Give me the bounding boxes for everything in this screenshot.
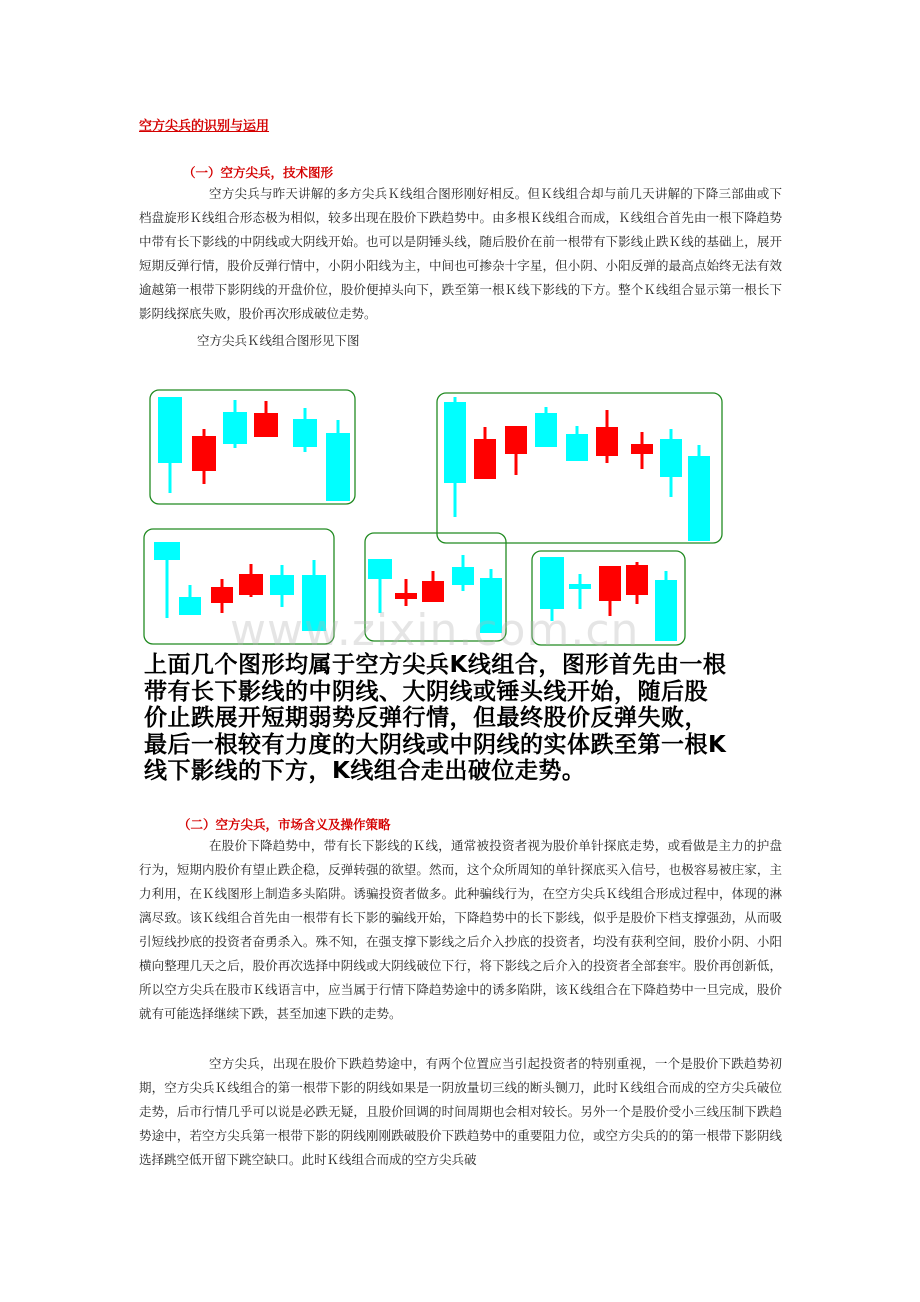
- candle-body: [158, 397, 182, 463]
- candle-body: [626, 565, 648, 595]
- candle-body: [569, 584, 591, 589]
- candle-body: [596, 427, 618, 456]
- candle-body: [254, 413, 278, 437]
- candlestick: [596, 410, 618, 463]
- candlestick: [505, 426, 527, 475]
- candle-body: [444, 402, 466, 483]
- section2-paragraph-1: 在股价下降趋势中，带有长下影线的Ｋ线，通常被投资者视为股价单针探底走势，或看做是主力的护盘行为，短期内股价有望止跌企稳，反弹转强的欲望。然而，这个众所周知的单针探底买入信号，也极容易被庄家，主力利用，在Ｋ线图形上制造多头陷阱。诱骗投资者做多。此种骗线行为，在空方尖兵Ｋ线组合形成过程中，体现的淋漓尽致。该Ｋ线组合首先由一根带有长下影的骗线开始，下降趋势中的长下影线，似乎是股价下档支撑强劲，从而吸引短线抄底的投资者奋勇杀入。殊不知，在强支撑下影线之后介入抄底的投资者，均没有获利空间，股价小阴、小阳横向整理几天之后，股价再次选择中阴线或大阴线破位下行，将下影线之后介入的投资者全部套牢。股价再创新低，所以空方尖兵在股市Ｋ线语言中，应当属于行情下降趋势途中的诱多陷阱，该Ｋ线组合在下降趋势中一旦完成，股价就有可能选择继续下跌，甚至加速下跌的走势。: [139, 838, 782, 1021]
- candle-body: [540, 557, 564, 609]
- candle-body: [211, 587, 233, 603]
- candlestick: [566, 426, 588, 461]
- candlestick: [158, 397, 182, 493]
- candle-wick: [405, 579, 408, 606]
- figure-explanation: 上面几个图形均属于空方尖兵K线组合，图形首先由一根带有长下影线的中阴线、大阴线或锤头线开始，随后股价止跌展开短期弱势反弹行情，但最终股价反弹失败，最后一根较有力度的大阴线或中阴线的实体跌至第一根K线下影线的下方，K线组合走出破位走势。: [144, 652, 727, 784]
- candlestick: [569, 574, 591, 609]
- candlestick: [626, 562, 648, 604]
- candlestick: [192, 429, 216, 484]
- candlestick: [223, 400, 247, 448]
- candlestick: [444, 397, 466, 517]
- candlestick: [535, 407, 557, 447]
- candle-body: [293, 419, 317, 447]
- watermark-text: www.zixin.com.cn: [230, 605, 640, 656]
- section1-paragraph: 空方尖兵与昨天讲解的多方尖兵Ｋ线组合图形刚好相反。但Ｋ线组合却与前几天讲解的下降三部曲或下档盘旋形Ｋ线组合形态极为相似，较多出现在股价下跌趋势中。由多根Ｋ线组合而成，Ｋ线组合首先由一根下降趋势中带有长下影线的中阴线或大阴线开始。也可以是阴锤头线，随后股价在前一根带有下影线止跌Ｋ线的基础上，展开短期反弹行情，股价反弹行情中，小阴小阳线为主，中间也可掺杂十字星，但小阴、小阳反弹的最高点始终无法有效逾越第一根带下影阴线的开盘价位，股价便掉头向下，跌至第一根Ｋ线下影线的下方。整个Ｋ线组合显示第一根长下影阴线探底失败，股价再次形成破位走势。: [139, 186, 782, 321]
- candle-body: [452, 567, 474, 585]
- candle-body: [192, 436, 216, 471]
- candle-body: [422, 581, 444, 602]
- candle-body: [326, 433, 350, 501]
- candlestick: [326, 420, 350, 501]
- candle-body: [179, 597, 201, 615]
- candle-body: [395, 593, 417, 599]
- candlestick: [655, 571, 677, 641]
- candlestick: [179, 585, 201, 615]
- candle-body: [154, 542, 180, 560]
- candle-body: [566, 434, 588, 461]
- candle-body: [368, 559, 392, 579]
- candle-body: [660, 439, 682, 477]
- candle-body: [631, 444, 653, 454]
- candlestick: [688, 445, 710, 541]
- candle-body: [688, 456, 710, 541]
- candlestick: [239, 564, 263, 597]
- article-title: 空方尖兵的识别与运用: [139, 119, 270, 134]
- section2-heading: （二）空方尖兵，市场含义及操作策略: [178, 817, 391, 832]
- candlestick: [474, 427, 496, 479]
- candlestick: [452, 555, 474, 591]
- figure-caption: 空方尖兵Ｋ线组合图形见下图: [197, 333, 360, 348]
- candle-body: [505, 426, 527, 454]
- candlestick: [422, 571, 444, 602]
- candle-body: [655, 580, 677, 641]
- section1-heading: （一）空方尖兵，技术图形: [183, 165, 334, 180]
- candle-body: [223, 412, 247, 444]
- candle-body: [239, 574, 263, 595]
- candlestick: [631, 432, 653, 469]
- candlestick: [395, 579, 417, 606]
- candle-wick: [579, 574, 582, 609]
- candle-body: [535, 413, 557, 447]
- candle-body: [270, 575, 294, 595]
- candlestick: [270, 565, 294, 607]
- candlestick: [254, 401, 278, 437]
- candle-body: [599, 566, 621, 601]
- candlestick: [154, 542, 180, 618]
- section2-paragraph-2: 空方尖兵，出现在股价下跌趋势途中，有两个位置应当引起投资者的特别重视，一个是股价下跌趋势初期，空方尖兵Ｋ线组合的第一根带下影的阴线如果是一阴放量切三线的断头铡刀，此时Ｋ线组合而成的空方尖兵破位走势，后市行情几乎可以说是必跌无疑，且股价回调的时间周期也会相对较长。另外一个是股价受小三线压制下跌趋势途中，若空方尖兵第一根带下影的阴线刚刚跌破股价下跌趋势中的重要阻力位，或空方尖兵的的第一根带下影阴线选择跳空低开留下跳空缺口。此时Ｋ线组合而成的空方尖兵破: [139, 1056, 782, 1167]
- candlestick: [660, 429, 682, 497]
- candlestick: [293, 408, 317, 452]
- candle-body: [474, 439, 496, 479]
